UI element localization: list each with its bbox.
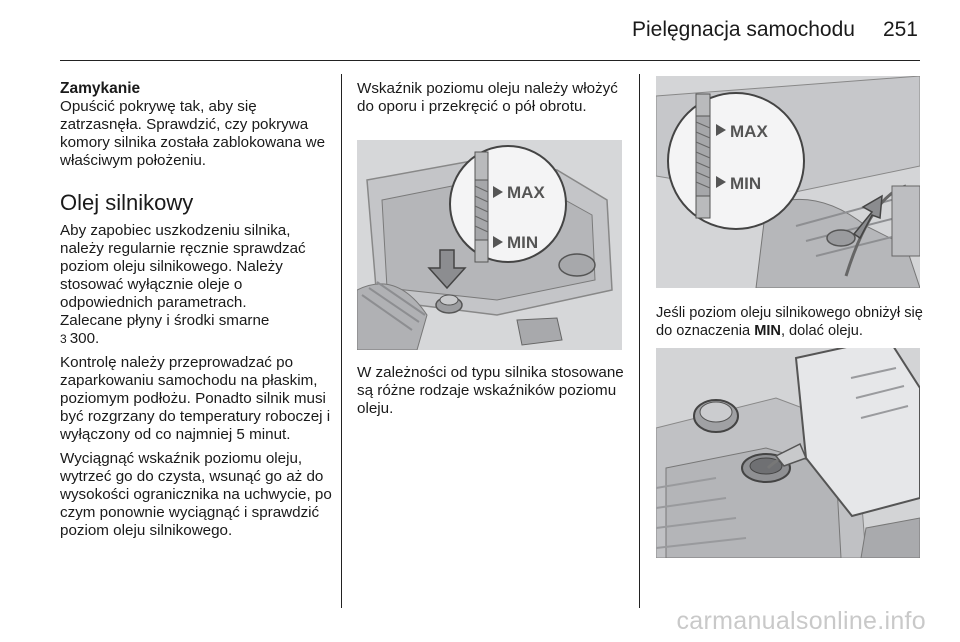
closing-paragraph: Opuścić pokrywę tak, aby się zatrzasnęła. Sprawdzić, czy pokrywa komory silnika została zablokowana we właściwym położeniu. xyxy=(60,98,326,169)
engine-oil-title: Olej silnikowy xyxy=(60,190,194,215)
oil-pouring-drawing xyxy=(656,348,920,558)
dipstick-a-max-label: MAX xyxy=(507,183,545,202)
cross-reference[interactable] xyxy=(60,330,332,348)
dipstick-b-max-label: MAX xyxy=(730,122,768,141)
closing-heading: Zamykanie xyxy=(60,80,141,97)
header-rule xyxy=(60,60,920,61)
check-conditions-paragraph: Kontrolę należy przeprowadzać po zaparkowaniu samochodu na płaskim, poziomym podłożu. Ponadto silnik musi być rozgrzany do temperatury roboczej i wyłączony od co najmniej 5 minut. xyxy=(60,354,331,443)
xref-page: 300. xyxy=(69,330,100,347)
column-2-lower xyxy=(357,364,625,424)
section-name: Pielęgnacja samochodu xyxy=(631,18,855,41)
running-header xyxy=(632,18,918,42)
low-oil-text-before: Jeśli poziom oleju silnikowego obniżył się do oznaczenia xyxy=(656,305,923,339)
column-1 xyxy=(60,80,332,546)
oil-fill-illustration xyxy=(656,348,920,558)
page-number: 251 xyxy=(882,18,918,41)
dipstick-steps-paragraph: Wyciągnąć wskaźnik poziomu oleju, wytrzeć go do czysta, wsunąć go aż do wysokości ogranicznika na uchwycie, po czym ponownie wyciągnąć i sprawdzić poziom oleju silnikowego. xyxy=(60,450,332,539)
watermark: carmanualsonline.info xyxy=(676,607,926,635)
recommended-fluids-ref: Zalecane płyny i środki smarne xyxy=(60,312,270,329)
oil-intro-paragraph: Aby zapobiec uszkodzeniu silnika, należy regularnie ręcznie sprawdzać poziom oleju silnikowego. Należy stosować wyłącznie oleje o odpowiednich parametrach. xyxy=(60,222,306,311)
dipstick-b-min-label: MIN xyxy=(730,174,762,193)
insert-dipstick-paragraph: Wskaźnik poziomu oleju należy włożyć do oporu i przekręcić o pół obrotu. xyxy=(357,80,618,115)
low-oil-text-after: , dolać oleju. xyxy=(780,323,863,339)
dipstick-a-min-label: MIN xyxy=(507,233,539,252)
engine-dipstick-drawing-b xyxy=(656,76,920,288)
dipstick-illustration-b xyxy=(656,76,920,288)
dipstick-illustration-a xyxy=(357,140,622,350)
xref-arrow-icon: 3 xyxy=(60,332,67,346)
column-3-text xyxy=(656,304,926,346)
dipstick-types-paragraph: W zależności od typu silnika stosowane są różne rodzaje wskaźników poziomu oleju. xyxy=(357,364,624,417)
engine-dipstick-drawing-a xyxy=(357,140,622,350)
column-divider-1 xyxy=(341,74,342,608)
low-oil-paragraph xyxy=(656,304,926,340)
column-divider-2 xyxy=(639,74,640,608)
column-2 xyxy=(357,80,625,122)
min-mark-label: MIN xyxy=(754,323,781,339)
